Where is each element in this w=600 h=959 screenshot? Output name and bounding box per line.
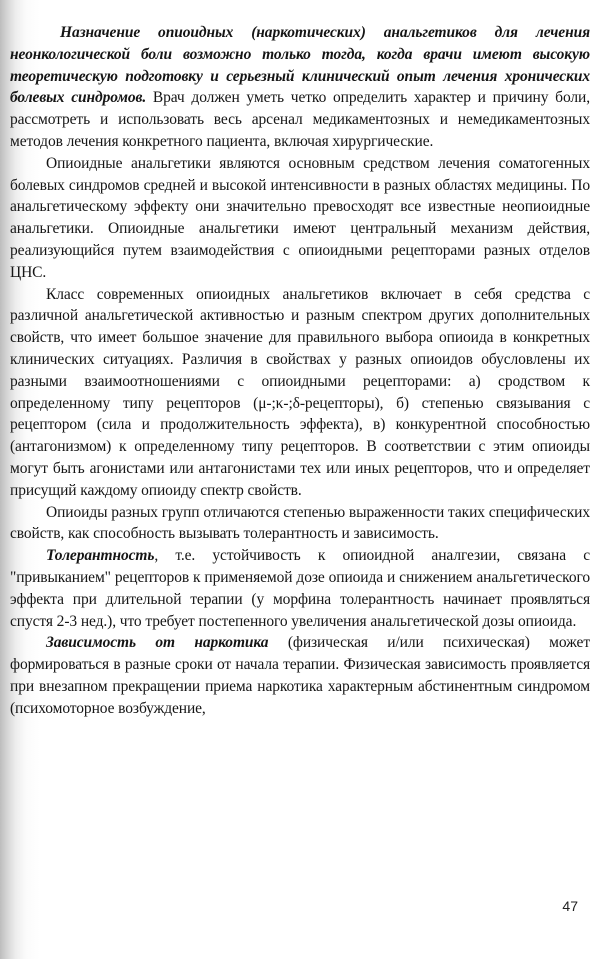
paragraph-5-text: , т.е. устойчивость к опиоидной аналгезии, связана с "привыканием" рецепторов к применяемой дозе опиоида и снижением анальгетического эффекта при длительной терапии (у морфина толерантность начинает проявляться спустя 2-3 нед.), что требует постепенного увеличения анальгетической дозы опиоида.: [10, 547, 590, 630]
page-number: 47: [562, 898, 578, 914]
paragraph-2: [10, 153, 590, 284]
paragraph-1: [10, 22, 590, 153]
dependence-term: Зависимость от наркотика: [46, 634, 269, 652]
paragraph-3-text: Класс современных опиоидных анальгетиков включает в себя средства с различной анальгетической активностью и разным спектром других дополнительных свойств, что имеет большое значение для правильного выбора опиоида в конкретных клинических ситуациях. Различия в свойствах у разных опиоидов обусловлены их разными взаимоотношениями с опиоидными рецепторами: а) сродством к определенному типу рецепторов (μ-;κ-;δ-рецепторы), б) степенью связывания с рецептором (сила и продолжительность эффекта), в) конкурентной способностью (антагонизмом) к определенному типу рецепторов. В соответствии с этим опиоиды могут быть агонистами или антагонистами тех или иных рецепторов, что и определяет присущий каждому опиоиду спектр свойств.: [10, 285, 590, 499]
paragraph-4-text: Опиоиды разных групп отличаются степенью выраженности таких специфических свойств, как способность вызывать толерантность и зависимость.: [10, 503, 590, 543]
paragraph-1-text: Врач должен уметь четко определить характер и причину боли, рассмотреть и использовать весь арсенал медикаментозных и немедикаментозных методов лечения конкретного пациента, включая хирургические.: [10, 89, 590, 150]
tolerance-term: Толерантность: [46, 547, 155, 565]
paragraph-2-text: Опиоидные анальгетики являются основным средством лечения соматогенных болевых синдромов средней и высокой интенсивности в разных областях медицины. По анальгетическому эффекту они значительно превосходят все известные неопиоидные анальгетики. Опиоидные анальгетики имеют центральный механизм действия, реализующийся путем взаимодействия с опиоидными рецепторами разных отделов ЦНС.: [10, 154, 590, 281]
paragraph-4: [10, 502, 590, 546]
paragraph-5: [10, 545, 590, 632]
paragraph-6: [10, 632, 590, 719]
paragraph-6-text: (физическая и/или психическая) может формироваться в разные сроки от начала терапии. Физическая зависимость проявляется при внезапном прекращении приема наркотика характерным абстинентным синдромом (психомоторное возбуждение,: [10, 634, 590, 717]
paragraph-1-emphasis: Назначение опиоидных (наркотических) анальгетиков для лечения неонкологической боли возможно только тогда, когда врачи имеют высокую теоретическую подготовку и серьезный клинический опыт лечения хронических болевых синдромов.: [10, 24, 590, 107]
body-text: [10, 22, 590, 720]
paragraph-3: [10, 284, 590, 502]
